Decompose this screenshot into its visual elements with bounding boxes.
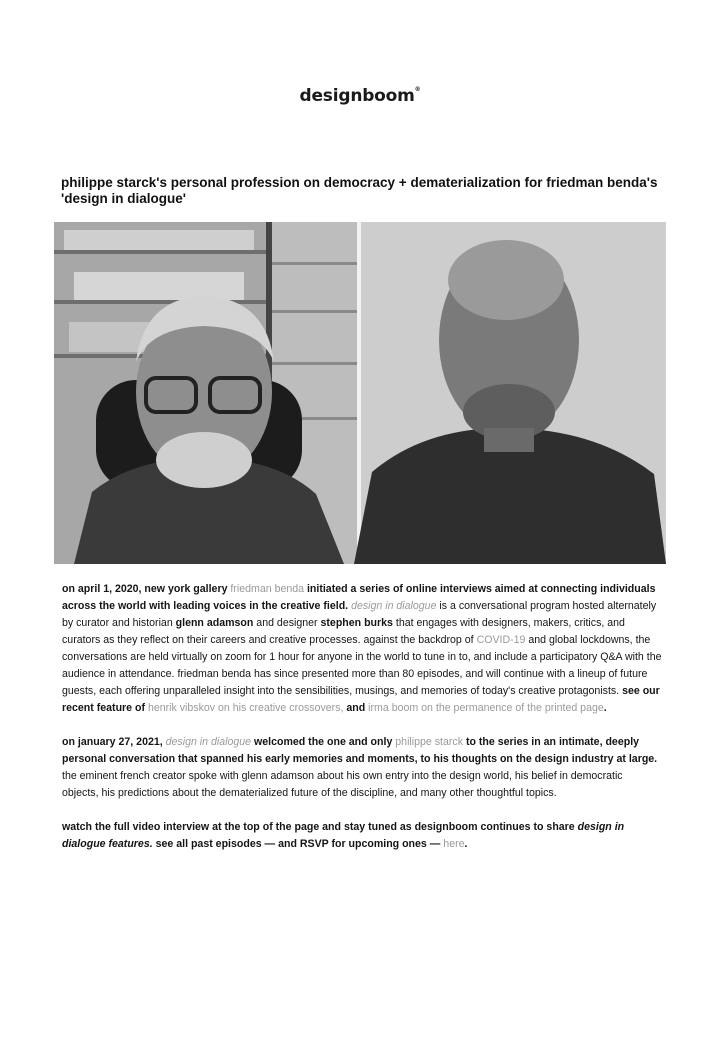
text: that engages with designers, makers, critics, and curators as they reflect on their careers and creative processes. against the backdrop of — [62, 617, 625, 646]
text: and global lockdowns, the conversations are held virtually on zoom for 1 hour for anyone in the world to tune in to, and include a participatory Q&A with the audience in attendance. friedman benda has since presented more than 80 episodes, and will continue with a lineup of future guests, each offering unparalleled insight into the sensibilities, musings, and memories of today's creative protagonists. — [62, 634, 662, 697]
text: design in dialogue features. — [62, 821, 625, 850]
hero-image[interactable] — [54, 222, 666, 564]
name-glenn-adamson: glenn adamson — [175, 617, 254, 629]
text: the eminent french creator spoke with glenn adamson about his own entry into the design world, his belief in democratic objects, his predictions about the dematerialized future of the discipline, and many other thoughtful topics. — [62, 770, 623, 799]
link-design-in-dialogue[interactable]: design in dialogue — [351, 600, 437, 612]
link-philippe-starck[interactable]: philippe starck — [395, 736, 463, 748]
text: and designer — [253, 617, 321, 629]
name-stephen-burks: stephen burks — [320, 617, 393, 629]
video-call-illustration — [54, 222, 666, 564]
text: and — [343, 702, 369, 714]
text: see our recent feature of — [62, 685, 660, 714]
text: . — [464, 838, 468, 850]
link-design-in-dialogue-2[interactable]: design in dialogue — [165, 736, 252, 748]
link-here[interactable]: here — [443, 838, 465, 850]
text: see all past episodes — and RSVP for upcoming ones — — [152, 838, 444, 850]
text: watch the full video interview at the top of the page and stay tuned as designboom continues to share — [62, 821, 578, 833]
text: on january 27, 2021, — [62, 736, 166, 748]
text: to the series in an intimate, deeply personal conversation that spanned his early memories and moments, to his thoughts on the design industry at large. — [62, 736, 658, 765]
text: initiated a series of online interviews aimed at connecting individuals across the world with leading voices in the creative field. — [62, 583, 656, 612]
text: on april 1, 2020, new york gallery — [62, 583, 231, 595]
paragraph-1 — [62, 581, 662, 717]
text: welcomed the one and only — [251, 736, 396, 748]
article-title: philippe starck's personal profession on democracy + dematerialization for friedman benda's 'design in dialogue' — [61, 175, 658, 206]
logo-text: designboom — [299, 86, 415, 106]
registered-mark: ® — [414, 86, 421, 93]
text: is a conversational program hosted alternately by curator and historian — [62, 600, 657, 629]
text: . — [603, 702, 607, 714]
link-henrik-vibskov[interactable]: henrik vibskov on his creative crossovers, — [147, 702, 344, 714]
link-friedman-benda[interactable]: friedman benda — [230, 583, 305, 595]
link-irma-boom[interactable]: irma boom on the permanence of the printed page — [368, 702, 604, 714]
link-covid-19[interactable]: COVID-19 — [476, 634, 526, 646]
site-logo[interactable] — [0, 86, 720, 106]
paragraph-2 — [62, 734, 662, 802]
article-body — [62, 581, 662, 870]
paragraph-3 — [62, 819, 662, 853]
